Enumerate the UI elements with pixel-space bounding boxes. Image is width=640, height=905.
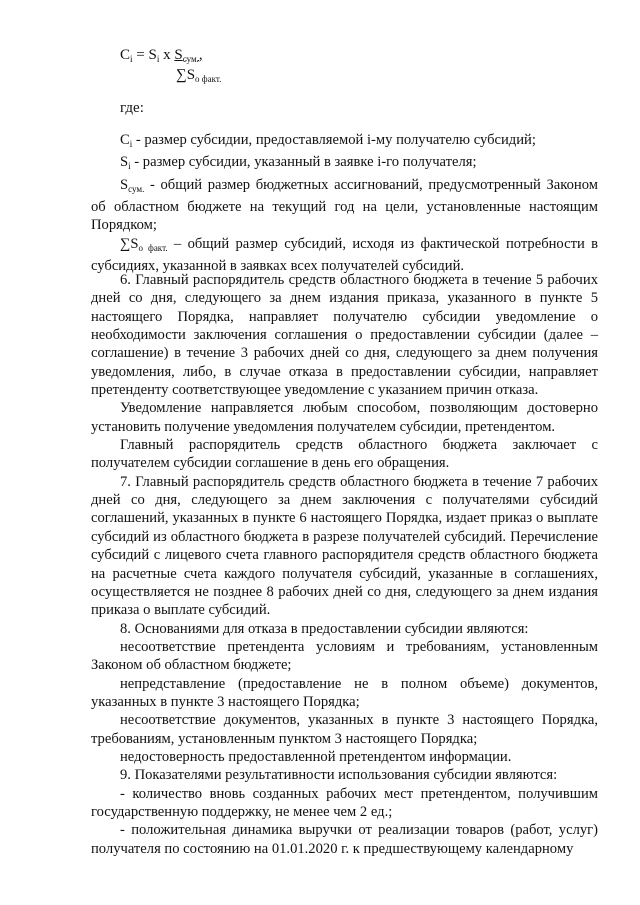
definition-item [91,176,598,235]
paragraph-9: 9. Показателями результативности использования субсидии являются: [120,767,558,784]
definition-subscript: о факт. [138,242,168,253]
refusal-reason: несоответствие претендента условиям и требованиям, установленным Законом об областном бюджете; [91,638,598,674]
indicator-item: - количество вновь созданных рабочих мест претендентом, получившим государственную поддержку, не менее чем 2 ед.; [91,785,598,820]
definition-item [91,153,598,175]
definition-symbol: ∑S [120,235,139,252]
formula-eq: = S [132,47,157,63]
formula-s-sub: i [156,54,160,64]
formula-lhs: C [120,47,131,63]
paragraph-8: 8. Основаниями для отказа в предоставлении субсидии являются: [120,620,529,637]
definition-symbol: S [120,176,129,193]
definition-subscript: i [128,161,131,172]
definition-item [91,235,598,276]
refusal-reason: недостоверность предоставленной претендентом информации. [120,748,512,765]
definitions-list [91,131,598,275]
definition-subscript: i [129,139,133,149]
formula-den-sigma: ∑S [176,67,196,83]
paragraph-7: 7. Главный распорядитель средств областного бюджета в течение 7 рабочих дней со дня, следующего за днем заключения с получателями субсидий соглашений, указанных в пункте 6 настоящего Порядка, издает приказ о выплате субсидий из областного бюджета в разрезе получателей субсидий. Перечисление субсидий с лицевого счета главного распорядителя средств областного бюджета на расчетные счета каждого получателя субсидий, указанные в соглашениях, осуществляется не позднее 8 рабочих дней со дня, следующего за днем издания приказа о выплате субсидий. [91,473,598,619]
definition-text: - общий размер бюджетных ассигнований, предусмотренный Законом об областном бюджете на текущий год на цели, установленные настоящим Порядком; [91,176,598,234]
document-body [91,271,598,858]
formula-numerator-row [120,46,203,68]
formula-denominator [176,66,221,88]
indicator-item: - положительная динамика выручки от реализации товаров (работ, услуг) получателя по состоянию на 01.01.2020 г. к предшествующему календарному [91,822,598,857]
refusal-reason: непредставление (предоставление не в полном объеме) документов, указанных в пункте 3 настоящего Порядка; [91,675,598,710]
definition-text: – общий размер субсидий, исходя из фактической потребности в субсидиях, указанной в заявках всех получателей субсидий. [91,235,598,275]
definition-item [91,131,598,153]
paragraph-agreement: Главный распорядитель средств областного бюджета заключает с получателем субсидии соглашение в день его обращения. [91,437,598,472]
paragraph-notice: Уведомление направляется любым способом, позволяющим достоверно установить получение уведомления получателем субсидии, претендентом. [91,400,598,435]
definition-text: - размер субсидии, предоставляемой i-му получателю субсидий; [132,132,536,148]
formula-num-tail: , [198,47,203,63]
formula-numerator [174,47,202,63]
paragraph-6: 6. Главный распорядитель средств областного бюджета в течение 5 рабочих дней со дня, следующего за днем издания приказа, указанного в пункте 5 настоящего Порядка, направляет получателю субсидии уведомление о необходимости заключения соглашения о предоставлении субсидии (далее – соглашение) в течение 3 рабочих дней со дня, следующего за днем получения уведомления, либо, в случае отказа в предоставлении субсидии, направляет претенденту соответствующее уведомление с указанием причин отказа. [91,272,598,399]
refusal-reason: несоответствие документов, указанных в пункте 3 настоящего Порядка, требованиям, установленным пунктом 3 настоящего Порядка; [91,712,598,747]
definition-subscript: сум. [128,183,145,194]
formula-num-main: S [174,47,183,63]
formula-lhs-sub: i [130,54,133,64]
formula-times: x [159,47,175,63]
formula-den-sub: о факт. [195,74,222,84]
formula-num-sub: сум. [182,54,199,64]
definition-symbol: C [120,132,130,148]
definition-text: - размер субсидии, указанный в заявке i-го получателя; [130,154,477,171]
subsidy-formula [120,46,222,84]
definition-symbol: S [120,154,129,171]
where-label: где: [120,100,144,116]
